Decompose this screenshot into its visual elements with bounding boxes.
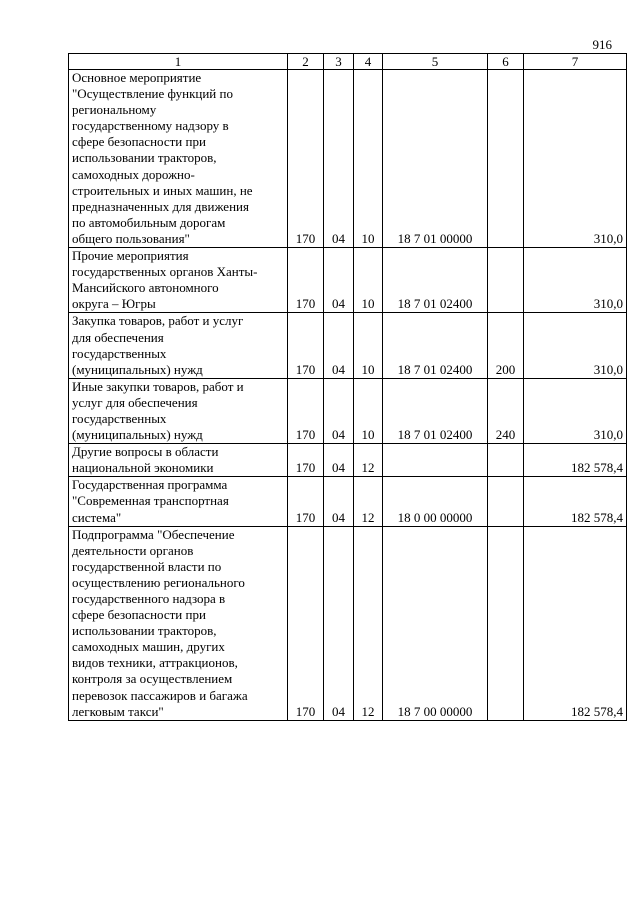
table-row	[69, 313, 627, 378]
row-name: Закупка товаров, работ и услуг для обеспечения государственных (муниципальных) нужд	[69, 313, 288, 378]
row-target-article: 18 7 01 02400	[383, 248, 488, 313]
page-number: 916	[592, 37, 612, 52]
row-expense-type	[488, 444, 524, 477]
row-amount: 182 578,4	[524, 477, 627, 526]
row-name: Государственная программа "Современная транспортная система"	[69, 477, 288, 526]
header-col-7: 7	[524, 54, 627, 70]
row-ministry-code: 170	[288, 248, 324, 313]
table-row	[69, 526, 627, 720]
row-subsection-code: 10	[354, 70, 383, 248]
table-row	[69, 248, 627, 313]
row-subsection-code: 12	[354, 477, 383, 526]
row-expense-type	[488, 70, 524, 248]
row-name: Подпрограмма "Обеспечение деятельности органов государственной власти по осуществлению регионального государственного надзора в сфере безопасности при использовании тракторов, самоходных машин, других видов техники, аттракционов, контроля за осуществлением перевозок пассажиров и багажа легковым такси"	[69, 526, 288, 720]
row-expense-type	[488, 248, 524, 313]
budget-table	[68, 53, 627, 721]
row-section-code: 04	[324, 248, 354, 313]
row-amount: 310,0	[524, 378, 627, 443]
header-col-6: 6	[488, 54, 524, 70]
header-col-5: 5	[383, 54, 488, 70]
header-row	[69, 54, 627, 70]
row-target-article: 18 0 00 00000	[383, 477, 488, 526]
row-expense-type	[488, 477, 524, 526]
row-target-article: 18 7 01 02400	[383, 313, 488, 378]
row-ministry-code: 170	[288, 378, 324, 443]
row-ministry-code: 170	[288, 70, 324, 248]
row-section-code: 04	[324, 526, 354, 720]
header-col-1: 1	[69, 54, 288, 70]
row-ministry-code: 170	[288, 526, 324, 720]
row-section-code: 04	[324, 70, 354, 248]
row-subsection-code: 10	[354, 248, 383, 313]
row-amount: 310,0	[524, 70, 627, 248]
row-amount: 310,0	[524, 248, 627, 313]
row-section-code: 04	[324, 477, 354, 526]
row-target-article: 18 7 01 00000	[383, 70, 488, 248]
row-name: Другие вопросы в области национальной экономики	[69, 444, 288, 477]
row-amount: 182 578,4	[524, 526, 627, 720]
table-row	[69, 378, 627, 443]
row-section-code: 04	[324, 313, 354, 378]
table-row	[69, 477, 627, 526]
row-target-article: 18 7 01 02400	[383, 378, 488, 443]
row-name: Прочие мероприятия государственных органов Ханты- Мансийского автономного округа – Югры	[69, 248, 288, 313]
row-ministry-code: 170	[288, 444, 324, 477]
row-section-code: 04	[324, 444, 354, 477]
row-amount: 182 578,4	[524, 444, 627, 477]
row-amount: 310,0	[524, 313, 627, 378]
row-subsection-code: 10	[354, 313, 383, 378]
row-target-article	[383, 444, 488, 477]
row-ministry-code: 170	[288, 477, 324, 526]
table-row	[69, 444, 627, 477]
header-col-2: 2	[288, 54, 324, 70]
row-name: Основное мероприятие "Осуществление функций по региональному государственному надзору в сфере безопасности при использовании тракторов, самоходных дорожно- строительных и иных машин, не предназначенных для движения по автомобильным дорогам общего пользования"	[69, 70, 288, 248]
row-section-code: 04	[324, 378, 354, 443]
row-subsection-code: 12	[354, 526, 383, 720]
row-name: Иные закупки товаров, работ и услуг для обеспечения государственных (муниципальных) нужд	[69, 378, 288, 443]
row-subsection-code: 10	[354, 378, 383, 443]
row-expense-type	[488, 526, 524, 720]
header-col-3: 3	[324, 54, 354, 70]
row-expense-type: 240	[488, 378, 524, 443]
table-row	[69, 70, 627, 248]
header-col-4: 4	[354, 54, 383, 70]
row-ministry-code: 170	[288, 313, 324, 378]
row-expense-type: 200	[488, 313, 524, 378]
row-target-article: 18 7 00 00000	[383, 526, 488, 720]
row-subsection-code: 12	[354, 444, 383, 477]
